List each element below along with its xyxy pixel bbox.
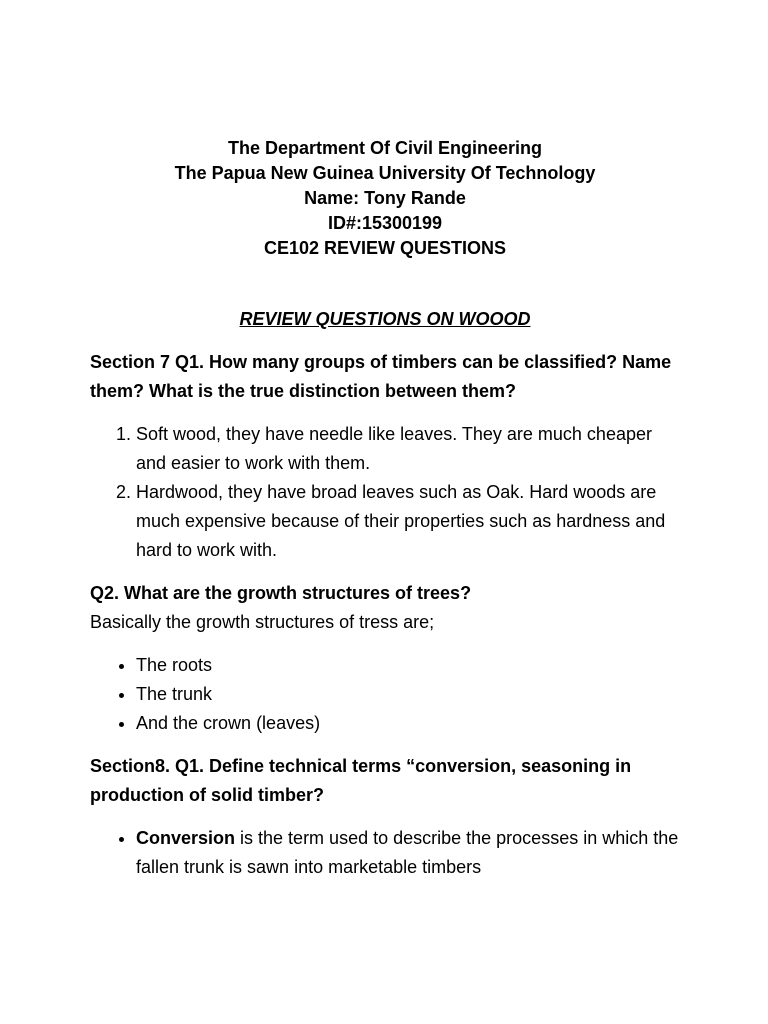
header-id: ID#:15300199 [327, 213, 443, 233]
document-title: REVIEW QUESTIONS ON WOOOD [239, 309, 531, 329]
document-page [90, 136, 680, 882]
section7-question2-intro: Basically the growth structures of tress are; [90, 612, 435, 632]
list-item: • And the crown (leaves) [136, 709, 680, 738]
header-university: The Papua New Guinea University Of Technology [174, 163, 596, 183]
list-item [136, 824, 680, 882]
definition-term: Conversion [136, 828, 236, 848]
list-item: 2. Hardwood, they have broad leaves such as Oak. Hard woods are much expensive because of their properties such as hardness and hard to work with. [136, 478, 680, 565]
growth-structures-list [90, 651, 680, 738]
section7-question2-block [90, 579, 680, 637]
section8-question1: Section8. Q1. Define technical terms “conversion, seasoning in production of solid timber? [90, 756, 632, 805]
list-item: • The trunk [136, 680, 680, 709]
header-course: CE102 REVIEW QUESTIONS [263, 238, 507, 258]
header-department: The Department Of Civil Engineering [227, 138, 543, 158]
section7-answer-list [90, 420, 680, 565]
section8-definitions-list [90, 824, 680, 882]
section7-question1: Section 7 Q1. How many groups of timbers can be classified? Name them? What is the true distinction between them? [90, 352, 672, 401]
document-header [90, 136, 680, 261]
definition-text: is the term used to describe the processes in which the fallen trunk is sawn into marketable timbers [136, 828, 679, 877]
list-item: • The roots [136, 651, 680, 680]
section7-question2: Q2. What are the growth structures of trees? [90, 583, 472, 603]
header-name: Name: Tony Rande [304, 188, 466, 208]
list-item: 1. Soft wood, they have needle like leaves. They are much cheaper and easier to work with them. [136, 420, 680, 478]
